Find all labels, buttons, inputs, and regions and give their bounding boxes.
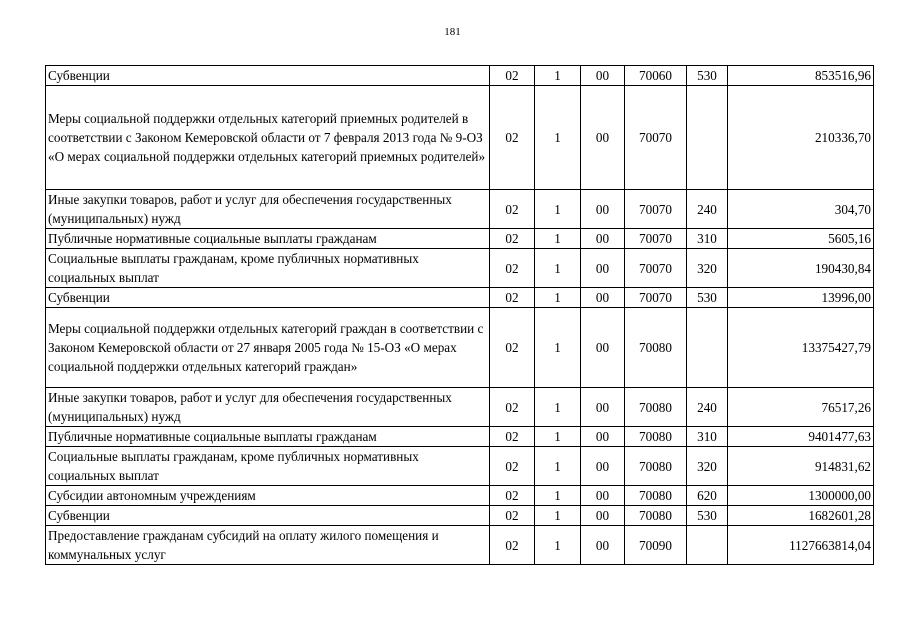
table-row [46,308,874,388]
row-code-section: 02 [490,190,535,229]
table-row [46,427,874,447]
row-name: Публичные нормативные социальные выплаты гражданам [46,427,490,447]
row-sum: 5605,16 [728,229,874,249]
row-code-expense-type [687,526,728,565]
row-name: Субвенции [46,288,490,308]
row-sum: 853516,96 [728,66,874,86]
row-name: Предоставление гражданам субсидий на оплату жилого помещения и коммунальных услуг [46,526,490,565]
row-code-target: 70070 [625,190,687,229]
row-code-subsection: 1 [535,190,581,229]
row-code-target: 70080 [625,447,687,486]
row-code-subsection: 1 [535,526,581,565]
table-row [46,229,874,249]
row-code-expense-type: 310 [687,427,728,447]
row-code-subsection: 1 [535,447,581,486]
table-row [46,506,874,526]
row-code-program: 00 [581,249,625,288]
row-code-program: 00 [581,190,625,229]
row-code-section: 02 [490,86,535,190]
row-code-section: 02 [490,308,535,388]
row-code-target: 70080 [625,486,687,506]
row-code-target: 70070 [625,229,687,249]
row-code-program: 00 [581,86,625,190]
row-code-subsection: 1 [535,388,581,427]
row-code-expense-type: 530 [687,506,728,526]
row-sum: 1127663814,04 [728,526,874,565]
table-row [46,190,874,229]
row-code-program: 00 [581,229,625,249]
row-code-expense-type: 620 [687,486,728,506]
table-row [46,66,874,86]
row-code-program: 00 [581,308,625,388]
row-sum: 190430,84 [728,249,874,288]
row-code-subsection: 1 [535,506,581,526]
row-name: Меры социальной поддержки отдельных категорий граждан в соответствии с Законом Кемеровской области от 27 января 2005 года № 15-ОЗ «О мерах социальной поддержки отдельных категорий граждан» [46,308,490,388]
row-code-target: 70070 [625,86,687,190]
row-code-target: 70080 [625,308,687,388]
row-code-subsection: 1 [535,486,581,506]
row-code-target: 70060 [625,66,687,86]
row-code-subsection: 1 [535,288,581,308]
row-code-section: 02 [490,506,535,526]
row-code-section: 02 [490,249,535,288]
row-code-target: 70080 [625,506,687,526]
row-code-section: 02 [490,229,535,249]
row-sum: 76517,26 [728,388,874,427]
table-row [46,249,874,288]
row-name: Субсидии автономным учреждениям [46,486,490,506]
row-code-expense-type: 240 [687,190,728,229]
table-row [46,447,874,486]
row-name: Субвенции [46,506,490,526]
row-code-subsection: 1 [535,66,581,86]
row-code-expense-type: 320 [687,249,728,288]
table-row [46,388,874,427]
row-sum: 304,70 [728,190,874,229]
row-code-program: 00 [581,427,625,447]
row-code-target: 70090 [625,526,687,565]
row-code-section: 02 [490,447,535,486]
row-code-subsection: 1 [535,308,581,388]
row-sum: 1300000,00 [728,486,874,506]
row-code-program: 00 [581,506,625,526]
row-name: Социальные выплаты гражданам, кроме публичных нормативных социальных выплат [46,249,490,288]
row-name: Субвенции [46,66,490,86]
row-code-program: 00 [581,66,625,86]
row-code-expense-type: 530 [687,66,728,86]
row-code-subsection: 1 [535,249,581,288]
row-code-section: 02 [490,427,535,447]
row-code-subsection: 1 [535,427,581,447]
row-code-program: 00 [581,486,625,506]
row-code-program: 00 [581,288,625,308]
row-sum: 13996,00 [728,288,874,308]
row-name: Социальные выплаты гражданам, кроме публичных нормативных социальных выплат [46,447,490,486]
row-code-expense-type: 530 [687,288,728,308]
row-code-program: 00 [581,526,625,565]
row-code-section: 02 [490,66,535,86]
table-row [46,86,874,190]
row-sum: 9401477,63 [728,427,874,447]
budget-table [45,65,874,565]
row-code-subsection: 1 [535,229,581,249]
row-code-target: 70070 [625,288,687,308]
row-code-target: 70070 [625,249,687,288]
row-code-section: 02 [490,388,535,427]
row-code-expense-type: 310 [687,229,728,249]
row-code-subsection: 1 [535,86,581,190]
row-sum: 210336,70 [728,86,874,190]
row-name: Иные закупки товаров, работ и услуг для обеспечения государственных (муниципальных) нужд [46,190,490,229]
row-sum: 914831,62 [728,447,874,486]
row-name: Публичные нормативные социальные выплаты гражданам [46,229,490,249]
row-code-section: 02 [490,288,535,308]
row-sum: 13375427,79 [728,308,874,388]
row-code-target: 70080 [625,388,687,427]
row-code-expense-type: 320 [687,447,728,486]
row-code-expense-type: 240 [687,388,728,427]
row-code-expense-type [687,86,728,190]
row-code-expense-type [687,308,728,388]
row-code-section: 02 [490,486,535,506]
table-row [46,526,874,565]
table-row [46,288,874,308]
row-name: Иные закупки товаров, работ и услуг для обеспечения государственных (муниципальных) нужд [46,388,490,427]
row-code-program: 00 [581,447,625,486]
table-row [46,486,874,506]
row-sum: 1682601,28 [728,506,874,526]
page-number: 181 [444,26,461,38]
row-code-target: 70080 [625,427,687,447]
row-name: Меры социальной поддержки отдельных категорий приемных родителей в соответствии с Законом Кемеровской области от 7 февраля 2013 года № 9-ОЗ «О мерах социальной поддержки отдельных категорий приемных родителей» [46,86,490,190]
row-code-section: 02 [490,526,535,565]
row-code-program: 00 [581,388,625,427]
